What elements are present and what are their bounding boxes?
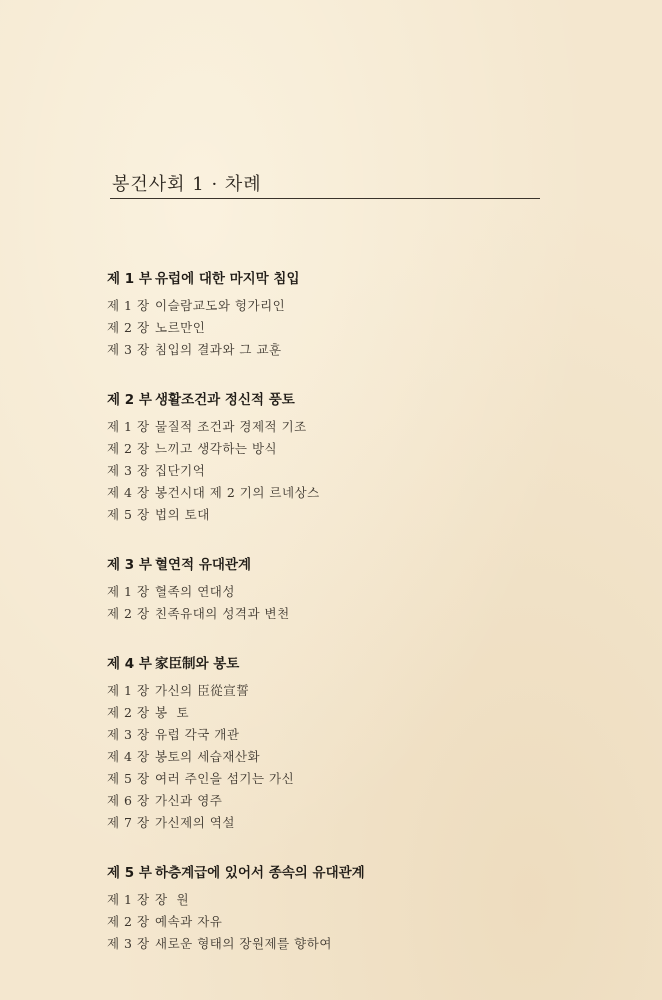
chapter-number: 제 6 장 — [107, 793, 150, 808]
chapter-number: 제 4 장 — [107, 485, 150, 500]
chapter-entry — [107, 603, 537, 625]
toc-part — [107, 653, 537, 834]
table-of-contents — [107, 268, 537, 983]
chapter-entry — [107, 768, 537, 790]
title-rule — [110, 198, 540, 199]
chapter-title: 노르만인 — [155, 320, 206, 335]
chapter-entry — [107, 416, 537, 438]
chapter-number: 제 3 장 — [107, 342, 150, 357]
toc-part — [107, 268, 537, 361]
part-number: 제 2 부 — [107, 392, 152, 408]
chapter-number: 제 2 장 — [107, 705, 150, 720]
chapter-number: 제 3 장 — [107, 936, 150, 951]
chapter-number: 제 4 장 — [107, 749, 150, 764]
chapter-number: 제 3 장 — [107, 463, 150, 478]
chapter-title: 물질적 조건과 경제적 기조 — [155, 419, 307, 434]
chapter-entry — [107, 295, 537, 317]
part-number: 제 3 부 — [107, 557, 152, 573]
part-heading — [107, 268, 537, 290]
chapter-entry — [107, 317, 537, 339]
part-heading — [107, 653, 537, 675]
chapter-title: 새로운 형태의 장원제를 향하여 — [155, 936, 332, 951]
chapter-number: 제 2 장 — [107, 914, 150, 929]
chapter-entry — [107, 702, 537, 724]
chapter-title: 장 원 — [155, 892, 190, 907]
chapter-number: 제 1 장 — [107, 584, 150, 599]
toc-part — [107, 862, 537, 955]
chapter-title: 봉 토 — [155, 705, 190, 720]
chapter-number: 제 1 장 — [107, 892, 150, 907]
chapter-entry — [107, 724, 537, 746]
part-heading — [107, 554, 537, 576]
chapter-number: 제 1 장 — [107, 298, 150, 313]
part-heading — [107, 862, 537, 884]
chapter-entry — [107, 482, 537, 504]
part-number: 제 1 부 — [107, 271, 152, 287]
chapter-title: 침입의 결과와 그 교훈 — [155, 342, 282, 357]
chapter-title: 느끼고 생각하는 방식 — [155, 441, 278, 456]
chapter-entry — [107, 911, 537, 933]
chapter-number: 제 2 장 — [107, 320, 150, 335]
chapter-title: 이슬람교도와 헝가리인 — [155, 298, 286, 313]
part-title: 생활조건과 정신적 풍토 — [155, 392, 295, 408]
chapter-number: 제 1 장 — [107, 419, 150, 434]
chapter-title: 예속과 자유 — [155, 914, 223, 929]
chapter-title: 혈족의 연대성 — [155, 584, 235, 599]
chapter-number: 제 2 장 — [107, 441, 150, 456]
page-title: 봉건사회 1 · 차례 — [112, 174, 262, 195]
toc-part — [107, 554, 537, 625]
part-heading — [107, 389, 537, 411]
chapter-title: 가신과 영주 — [155, 793, 223, 808]
chapter-number: 제 3 장 — [107, 727, 150, 742]
chapter-entry — [107, 933, 537, 955]
chapter-title: 유럽 각국 개관 — [155, 727, 240, 742]
chapter-number: 제 5 장 — [107, 507, 150, 522]
chapter-entry — [107, 680, 537, 702]
chapter-title: 여러 주인을 섬기는 가신 — [155, 771, 295, 786]
part-title: 하층계급에 있어서 종속의 유대관계 — [155, 865, 365, 881]
chapter-entry — [107, 504, 537, 526]
chapter-title: 가신의 臣從宣誓 — [155, 683, 250, 698]
chapter-title: 가신제의 역설 — [155, 815, 235, 830]
part-title: 유럽에 대한 마지막 침입 — [155, 271, 300, 287]
part-title: 혈연적 유대관계 — [155, 557, 251, 573]
chapter-title: 봉토의 세습재산화 — [155, 749, 261, 764]
chapter-number: 제 2 장 — [107, 606, 150, 621]
chapter-entry — [107, 339, 537, 361]
chapter-entry — [107, 581, 537, 603]
chapter-entry — [107, 812, 537, 834]
chapter-entry — [107, 460, 537, 482]
part-number: 제 5 부 — [107, 865, 152, 881]
chapter-number: 제 7 장 — [107, 815, 150, 830]
part-title: 家臣制와 봉토 — [155, 656, 240, 672]
chapter-title: 봉건시대 제 2 기의 르네상스 — [155, 485, 320, 500]
chapter-entry — [107, 790, 537, 812]
part-number: 제 4 부 — [107, 656, 152, 672]
chapter-title: 집단기억 — [155, 463, 206, 478]
toc-part — [107, 389, 537, 526]
chapter-number: 제 1 장 — [107, 683, 150, 698]
chapter-title: 친족유대의 성격과 변천 — [155, 606, 290, 621]
chapter-entry — [107, 746, 537, 768]
chapter-title: 법의 토대 — [155, 507, 210, 522]
chapter-number: 제 5 장 — [107, 771, 150, 786]
chapter-entry — [107, 889, 537, 911]
chapter-entry — [107, 438, 537, 460]
